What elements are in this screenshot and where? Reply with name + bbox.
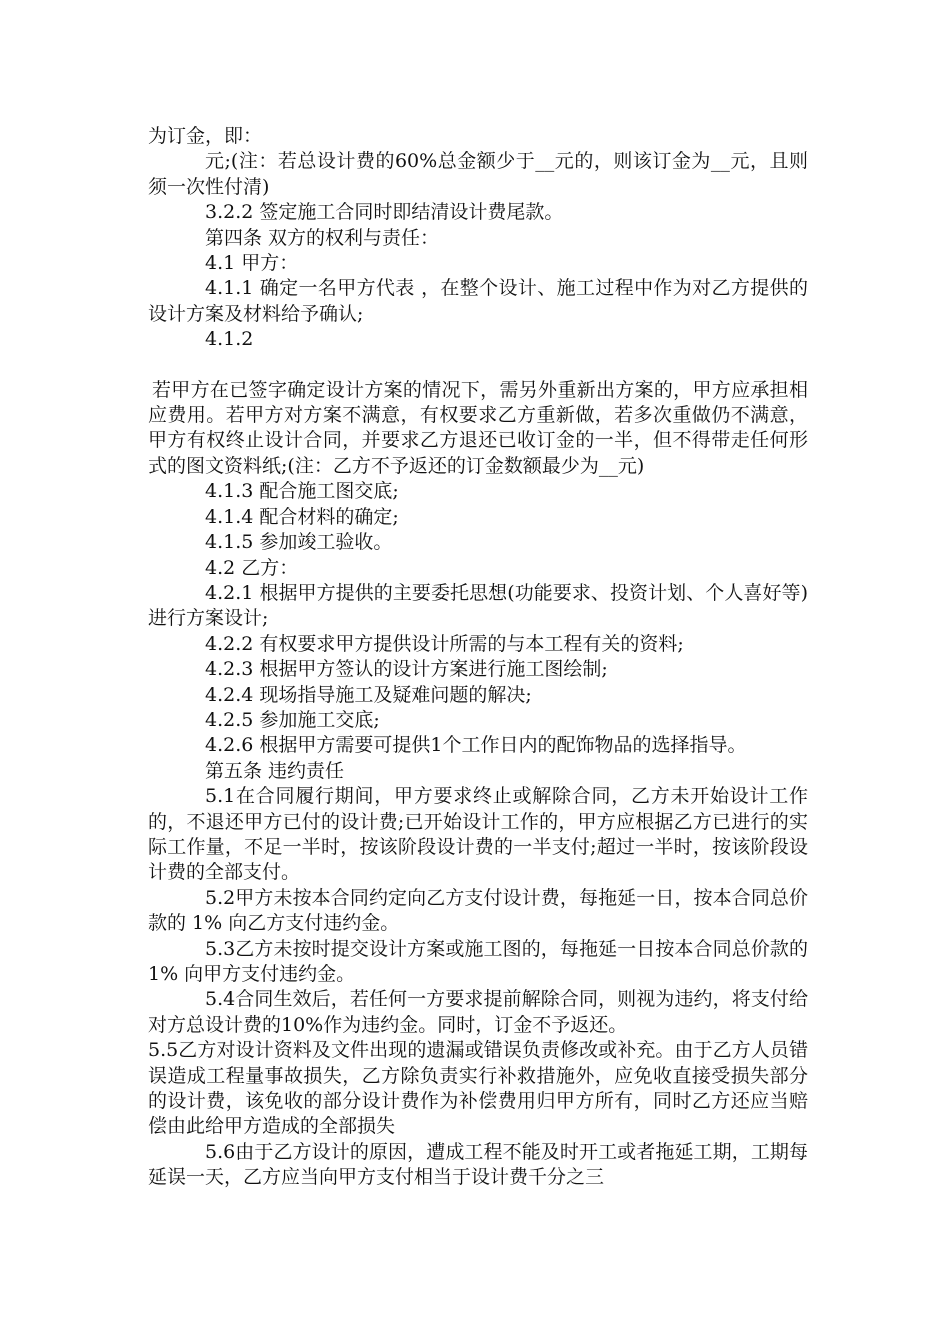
clause-4-2-5: 4.2.5 参加施工交底;: [205, 708, 380, 731]
clause-5-3: 5.3乙方未按时提交设计方案或施工图的，每拖延一日按本合同总价款的1% 向甲方支付违约金。: [148, 937, 808, 985]
document-body: [148, 124, 808, 1191]
clause-4-2-2: 4.2.2 有权要求甲方提供设计所需的与本工程有关的资料;: [205, 632, 684, 655]
clause-3-2-2: 3.2.2 签定施工合同时即结清设计费尾款。: [205, 201, 564, 224]
paragraph-deposit-note: 元;(注：若总设计费的60%总金额少于__元的，则该订金为__元，且则须一次性付清): [148, 150, 808, 198]
clause-4-1-5: 4.1.5 参加竣工验收。: [205, 531, 393, 554]
paragraph-spacer: [148, 353, 808, 378]
clause-5-1: 5.1在合同履行期间，甲方要求终止或解除合同，乙方未开始设计工作的，不退还甲方已付的设计费;已开始设计工作的，甲方应根据乙方已进行的实际工作量，不足一半时，按该阶段设计费的一半支付;超过一半时，按该阶段设计费的全部支付。: [148, 785, 808, 884]
article-4-heading: 第四条 双方的权利与责任：: [205, 226, 440, 249]
clause-4-1-heading: 4.1 甲方：: [205, 252, 299, 275]
clause-4-1-1: 4.1.1 确定一名甲方代表 ，在整个设计、施工过程中作为对乙方提供的设计方案及材料给予确认;: [148, 277, 808, 325]
clause-4-1-2: 4.1.2: [205, 328, 254, 351]
paragraph-redesign-terms: 若甲方在已签字确定设计方案的情况下，需另外重新出方案的，甲方应承担相应费用。若甲方对方案不满意，有权要求乙方重新做，若多次重做仍不满意，甲方有权终止设计合同，并要求乙方退还已收订金的一半，但不得带走任何形式的图文资料纸;(注：乙方不予返还的订金数额最少为__元): [148, 378, 808, 477]
clause-4-2-4: 4.2.4 现场指导施工及疑难问题的解决;: [205, 683, 532, 706]
paragraph-deposit-intro: 为订金，即：: [148, 125, 263, 147]
clause-4-1-3: 4.1.3 配合施工图交底;: [205, 480, 399, 503]
clause-4-2-heading: 4.2 乙方：: [205, 556, 299, 579]
clause-5-6: 5.6由于乙方设计的原因，遭成工程不能及时开工或者拖延工期，工期每延误一天，乙方应当向甲方支付相当于设计费千分之三: [148, 1140, 808, 1189]
clause-4-2-6: 4.2.6 根据甲方需要可提供1个工作日内的配饰物品的选择指导。: [205, 734, 747, 757]
clause-5-5: 5.5乙方对设计资料及文件出现的遗漏或错误负责修改或补充。由于乙方人员错误造成工程量事故损失，乙方除负责实行补救措施外，应免收直接受损失部分的设计费，该免收的部分设计费作为补偿费用归甲方所有，同时乙方还应当赔偿由此给甲方造成的全部损失: [148, 1039, 808, 1138]
clause-4-2-3: 4.2.3 根据甲方签认的设计方案进行施工图绘制;: [205, 658, 608, 681]
clause-5-4: 5.4合同生效后，若任何一方要求提前解除合同，则视为违约，将支付给对方总设计费的10%作为违约金。同时，订金不予返还。: [148, 988, 808, 1036]
clause-4-1-4: 4.1.4 配合材料的确定;: [205, 505, 399, 528]
clause-4-2-1: 4.2.1 根据甲方提供的主要委托思想(功能要求、投资计划、个人喜好等)进行方案设计;: [148, 581, 808, 630]
clause-5-2: 5.2甲方未按本合同约定向乙方支付设计费，每拖延一日，按本合同总价款的 1% 向乙方支付违约金。: [148, 886, 808, 935]
article-5-heading: 第五条 违约责任: [205, 759, 345, 782]
